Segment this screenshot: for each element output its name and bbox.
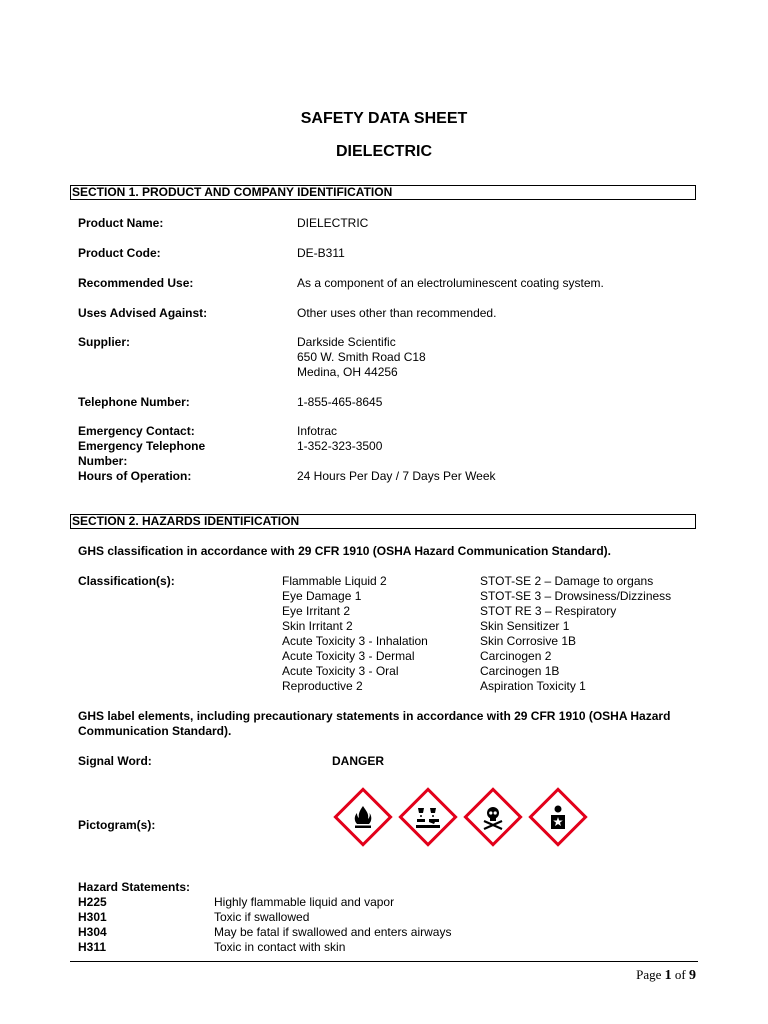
uses-advised-against-value: Other uses other than recommended. <box>297 306 497 320</box>
product-title: DIELECTRIC <box>336 143 432 160</box>
supplier-label: Supplier: <box>78 335 131 349</box>
classification-item: Skin Irritant 2 <box>282 619 353 633</box>
classification-list-2 <box>480 574 671 694</box>
ghs-classification-statement: GHS classification in accordance with 29 CFR 1910 (OSHA Hazard Communication Standard). <box>78 544 612 558</box>
telephone-value: 1-855-465-8645 <box>297 395 383 409</box>
classification-item: Acute Toxicity 3 - Dermal <box>282 649 415 663</box>
toxic-pictogram <box>463 787 522 846</box>
classification-item: Skin Sensitizer 1 <box>480 619 570 633</box>
health-hazard-pictogram <box>528 787 587 846</box>
telephone-label: Telephone Number: <box>78 395 190 409</box>
hours-label: Hours of Operation: <box>78 469 192 483</box>
classification-item: Acute Toxicity 3 - Oral <box>282 664 399 678</box>
product-code-value: DE-B311 <box>297 246 345 260</box>
emergency-contact-value: Infotrac <box>297 424 338 438</box>
corrosion-pictogram <box>398 787 457 846</box>
hazard-code: H301 <box>78 910 107 924</box>
supplier-value: Darkside Scientific 650 W. Smith Road C18 Medina, OH 44256 <box>297 335 426 379</box>
classification-list-1 <box>282 574 428 694</box>
recommended-use-value: As a component of an electroluminescent coating system. <box>297 276 604 290</box>
emergency-telephone-value: 1-352-323-3500 <box>297 439 383 453</box>
classification-item: Reproductive 2 <box>282 679 363 693</box>
section-1-heading: SECTION 1. PRODUCT AND COMPANY IDENTIFICATION <box>70 185 696 200</box>
hours-value: 24 Hours Per Day / 7 Days Per Week <box>297 469 496 483</box>
page-word: Page <box>636 967 662 982</box>
hazard-statements-label: Hazard Statements: <box>78 880 191 894</box>
signal-word-label: Signal Word: <box>78 754 152 768</box>
classification-item: Flammable Liquid 2 <box>282 574 387 588</box>
page-current: 1 <box>664 968 672 983</box>
hazard-text: Toxic if swallowed <box>214 910 310 924</box>
classification-item: Eye Irritant 2 <box>282 604 351 618</box>
product-name-label: Product Name: <box>78 216 164 230</box>
signal-word-value: DANGER <box>332 754 385 768</box>
flame-icon <box>348 802 378 832</box>
health-hazard-icon <box>543 802 573 832</box>
classification-item: Eye Damage 1 <box>282 589 362 603</box>
corrosion-icon <box>413 802 443 832</box>
classification-item: Acute Toxicity 3 - Inhalation <box>282 634 428 648</box>
classification-item: Carcinogen 1B <box>480 664 560 678</box>
page-total: 9 <box>689 968 696 983</box>
hazard-code: H311 <box>78 940 107 954</box>
emergency-telephone-label: Emergency Telephone Number: <box>78 439 206 468</box>
classification-item: STOT RE 3 – Respiratory <box>480 604 617 618</box>
page-number <box>636 967 696 984</box>
footer-divider <box>70 961 698 962</box>
page-of: of <box>674 967 686 982</box>
hazard-text: Toxic in contact with skin <box>214 940 346 954</box>
skull-crossbones-icon <box>478 802 508 832</box>
pictograms-label: Pictogram(s): <box>78 818 156 832</box>
product-name-value: DIELECTRIC <box>297 216 369 230</box>
emergency-contact-label: Emergency Contact: <box>78 424 195 438</box>
classification-item: Carcinogen 2 <box>480 649 552 663</box>
section-2-heading: SECTION 2. HAZARDS IDENTIFICATION <box>70 514 696 529</box>
hazard-code: H225 <box>78 895 107 909</box>
classification-item: STOT-SE 3 – Drowsiness/Dizziness <box>480 589 672 603</box>
document-title: SAFETY DATA SHEET <box>300 110 468 127</box>
classification-item: Skin Corrosive 1B <box>480 634 577 648</box>
uses-advised-against-label: Uses Advised Against: <box>78 306 208 320</box>
product-code-label: Product Code: <box>78 246 161 260</box>
flame-pictogram <box>333 787 392 846</box>
classification-item: Aspiration Toxicity 1 <box>480 679 586 693</box>
hazard-code: H304 <box>78 925 107 939</box>
hazard-text: Highly flammable liquid and vapor <box>214 895 395 909</box>
classification-label: Classification(s): <box>78 574 175 588</box>
recommended-use-label: Recommended Use: <box>78 276 194 290</box>
classification-item: STOT-SE 2 – Damage to organs <box>480 574 654 588</box>
ghs-label-elements-statement: GHS label elements, including precautionary statements in accordance with 29 CFR 1910 (OSHA Hazard Communication Standard). <box>78 709 671 738</box>
hazard-text: May be fatal if swallowed and enters airways <box>214 925 452 939</box>
